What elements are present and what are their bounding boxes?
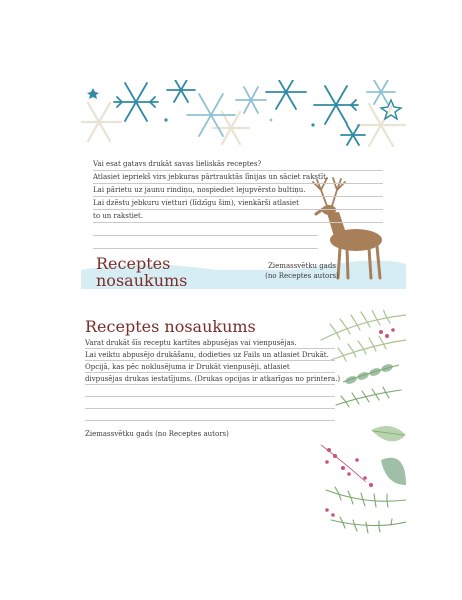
ruled-line (93, 170, 383, 171)
instruction-line[interactable]: to un rakstiet. (93, 212, 144, 220)
ruled-line (85, 384, 335, 385)
ruled-line (85, 396, 335, 397)
ruled-line (93, 183, 383, 184)
ruled-line (93, 248, 318, 249)
instruction-line[interactable]: Lai pārietu uz jaunu rindiņu, nospiediet lejupvērsto bultiņu. (93, 186, 306, 194)
recipe-year: Ziemassvētku gads (268, 262, 336, 270)
recipe-meta[interactable]: Ziemassvētku gads (no Receptes autors) (85, 430, 229, 438)
instruction-line[interactable]: Lai veiktu abpusējo drukāšanu, dodieties uz Fails un atlasiet Drukāt. (85, 351, 329, 359)
recipe-title-line: Receptes (96, 254, 171, 273)
ruled-line (93, 196, 383, 197)
recipe-meta[interactable] (259, 261, 345, 281)
recipe-title[interactable]: Receptes nosaukums (85, 317, 256, 336)
ruled-line (93, 209, 383, 210)
recipe-title-line: nosaukums (96, 271, 188, 289)
recipe-card-winter (81, 80, 406, 289)
ruled-line (85, 420, 335, 421)
recipe-title[interactable] (96, 255, 187, 289)
instruction-line[interactable]: Vai esat gatavs drukāt savas lieliskās receptes? (93, 160, 262, 168)
ruled-line (85, 360, 335, 361)
instruction-line[interactable]: Atlasiet iepriekš virs jebkuras pārtrauktās līnijas un sāciet rakstīt. (93, 173, 329, 181)
ruled-line (93, 222, 383, 223)
ruled-line (85, 408, 335, 409)
ruled-line (93, 235, 318, 236)
recipe-author: (no Receptes autors) (265, 272, 339, 280)
recipe-card-greenery (81, 310, 406, 538)
ruled-line (85, 372, 335, 373)
instruction-line[interactable]: Varat drukāt šīs receptu kartītes abpusējas vai vienpusējas. (85, 339, 297, 347)
ruled-line (85, 348, 335, 349)
instruction-line[interactable]: divpusējas drukas iestatījums. (Drukas opcijas ir atkarīgas no printera.) (85, 375, 341, 383)
instruction-line[interactable]: Lai dzēstu jebkuru vietturi (līdzīgu šim), vienkārši atlasiet (93, 199, 299, 207)
instruction-line[interactable]: Opcijā, kas pēc noklusējuma ir Drukāt vienpusēji, atlasiet (85, 363, 290, 371)
